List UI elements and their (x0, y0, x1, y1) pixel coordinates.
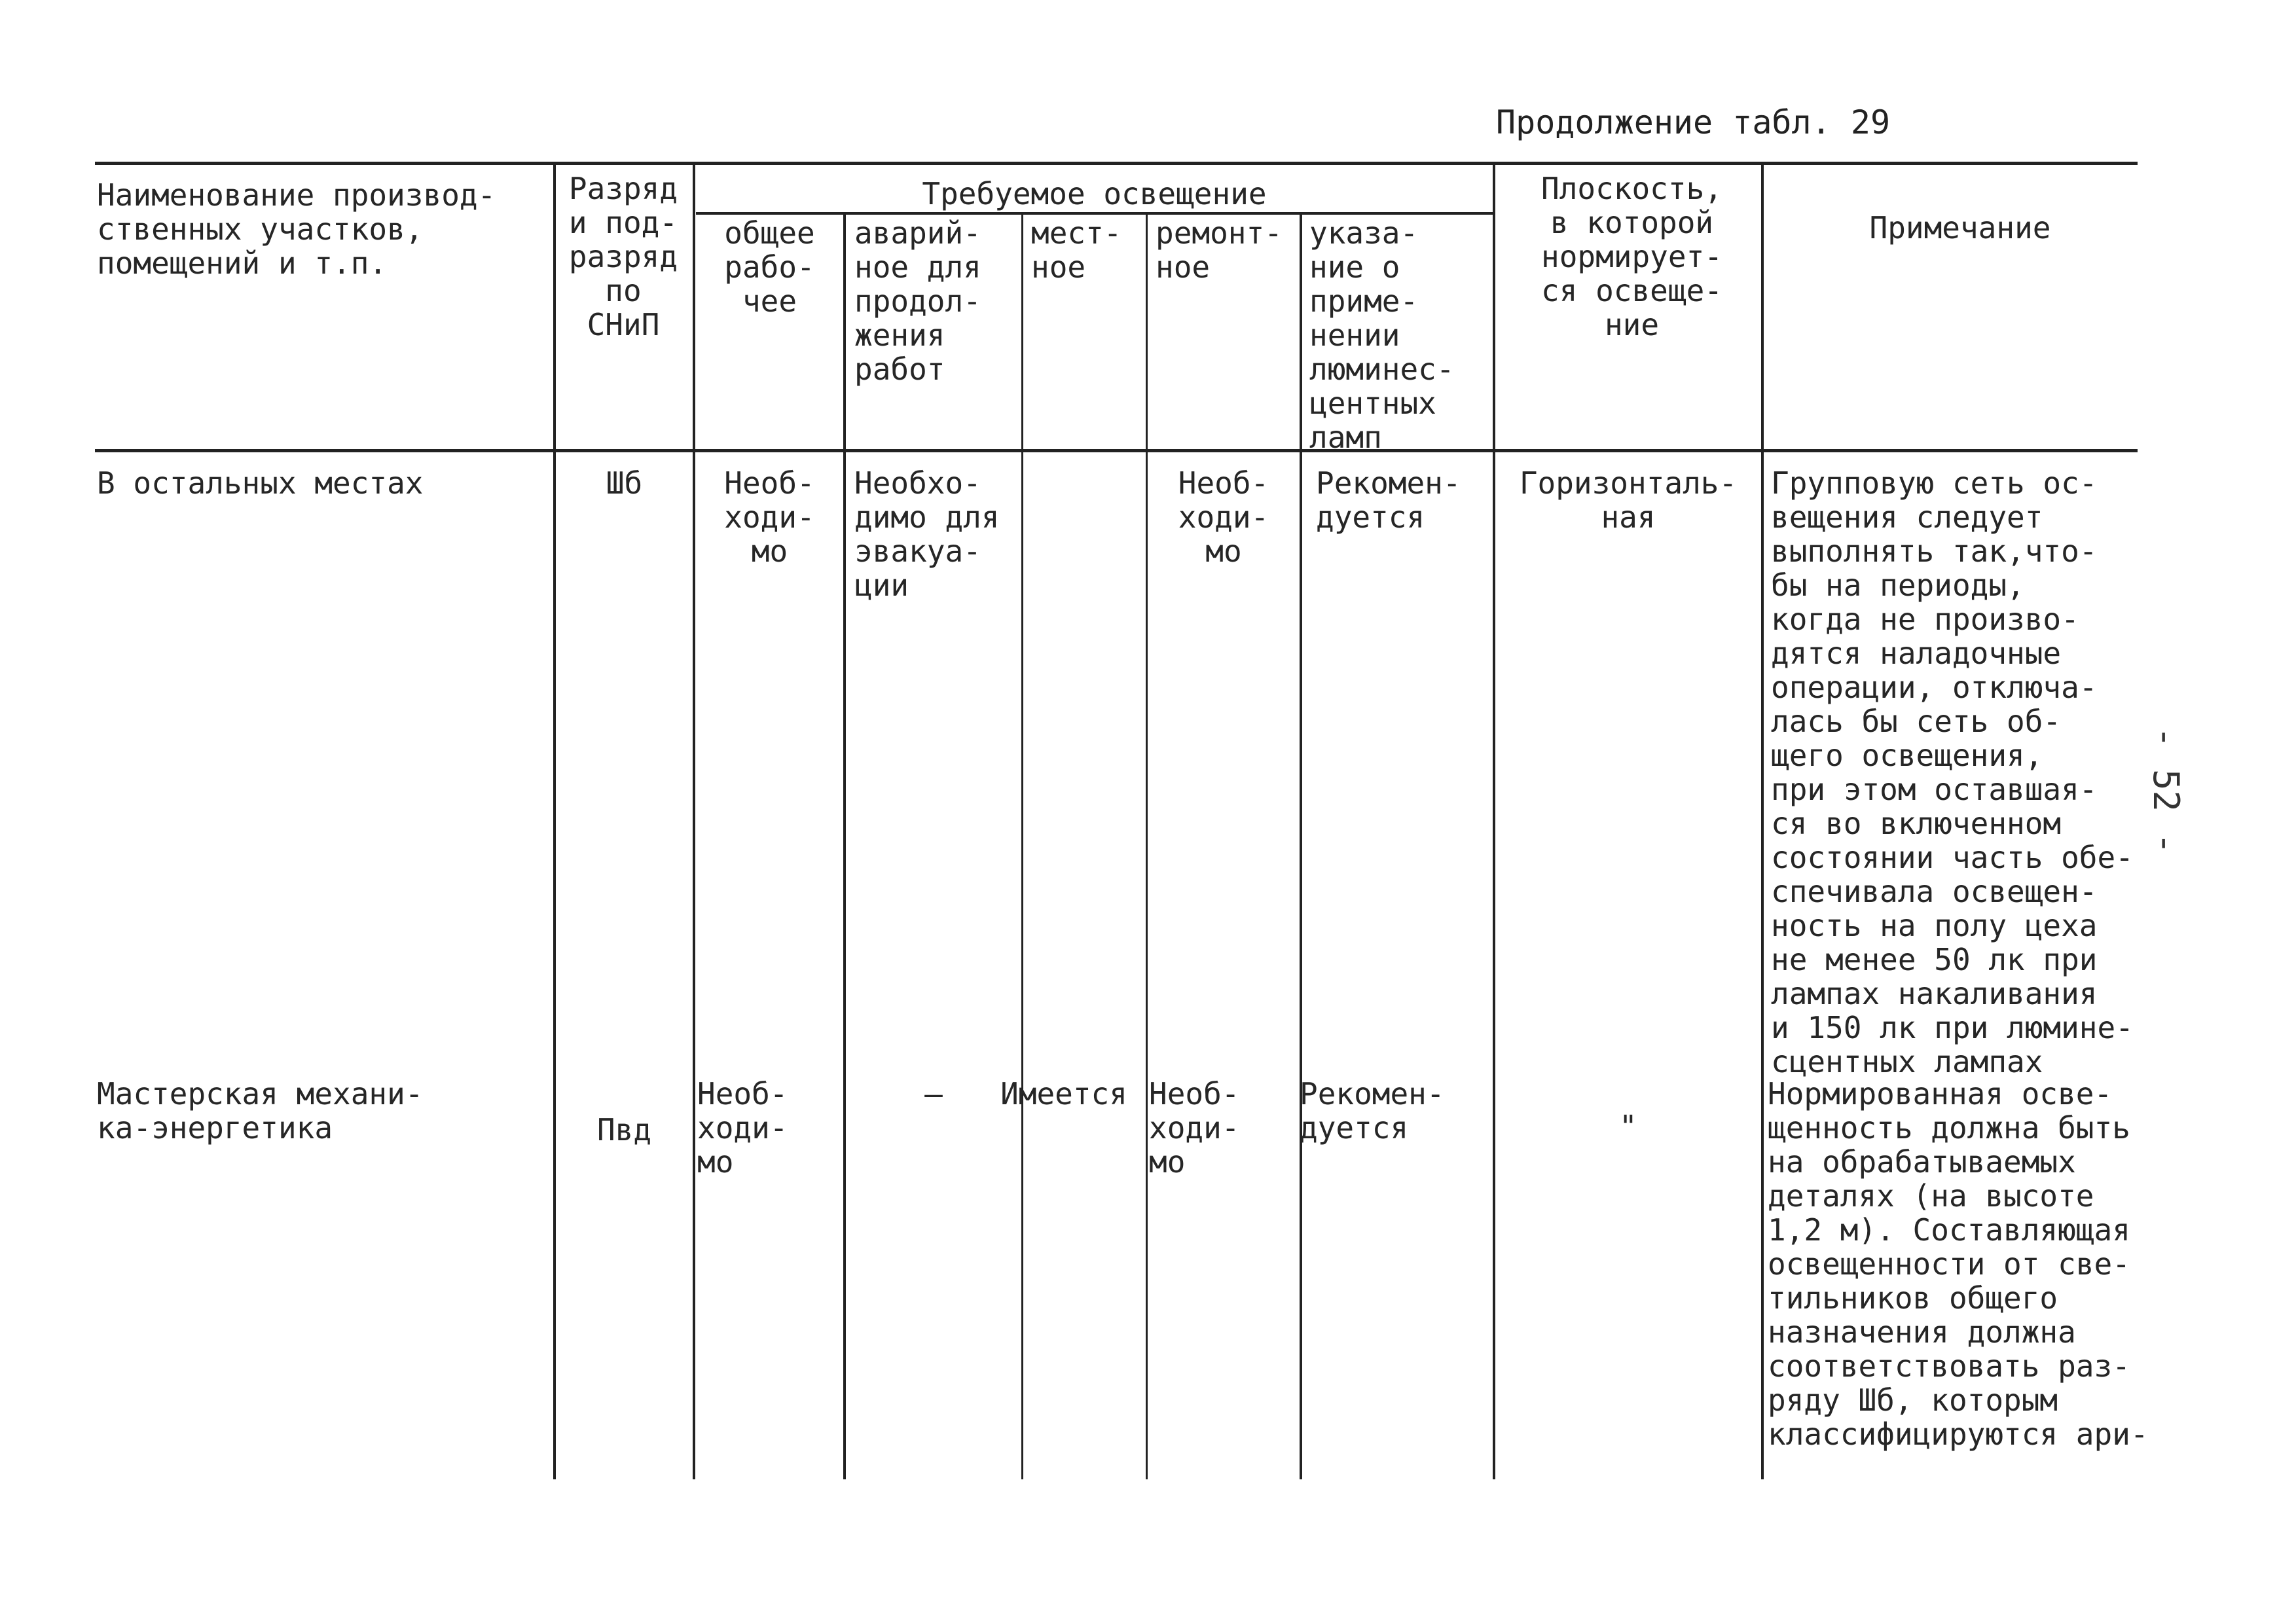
column-divider (1300, 213, 1302, 1479)
row2-note: Нормированная осве- щенность должна быть на обрабатываемых деталях (на высоте 1,2 м). Составляющая освещенности от све- тильников общего назначения должна соответствовать раз- ряду Шб, которым классифицируются ари- (1768, 1076, 2149, 1452)
row2-plane: " (1619, 1109, 1637, 1144)
row1-repair: Необ- ходи- мо (1178, 465, 1269, 569)
header-name: Наименование производ- ственных участков, помещений и т.п. (97, 177, 496, 281)
table-top-rule (95, 162, 2138, 165)
column-divider (1146, 213, 1148, 1479)
row2-emergency: – (924, 1076, 943, 1111)
row1-general: Необ- ходи- мо (724, 465, 815, 569)
column-divider (1761, 164, 1764, 1479)
row2-fluorescent: Рекомен- дуется (1300, 1076, 1445, 1146)
header-bottom-rule (95, 449, 2138, 452)
column-divider (843, 213, 846, 1479)
header-fluorescent: указа- ние о приме- нении люминес- центных ламп (1309, 215, 1455, 455)
row2-name: Мастерская механи- ка-энергетика (97, 1076, 424, 1146)
column-divider (693, 164, 695, 1479)
header-plane: Плоскость, в которой нормирует- ся освеще- ние (1541, 171, 1722, 342)
column-divider (1021, 213, 1023, 1479)
row1-note: Групповую сеть ос- вещения следует выполнять так,что- бы на периоды, когда не произво- дятся наладочные операции, отключа- лась бы сеть об- щего освещения, при этом оставшая- ся во включенном состоянии часть обе- спечивала освещен- ность на полу цеха не менее 50 лк при лампах накаливания и 150 лк при люмине- сцентных лампах (1771, 465, 2134, 1079)
group-header-rule (696, 212, 1495, 215)
header-category: Разряд и под- разряд по СНиП (568, 171, 678, 342)
row2-general: Необ- ходи- мо (697, 1076, 788, 1180)
header-general: общее рабо- чее (724, 215, 815, 319)
header-local: мест- ное (1031, 215, 1122, 285)
row1-fluorescent: Рекомен- дуется (1316, 465, 1461, 535)
column-divider (1493, 164, 1495, 1479)
header-note: Примечание (1869, 210, 2051, 245)
row1-name: В остальных местах (97, 465, 424, 501)
page-number: - 52 - (2145, 727, 2187, 855)
row2-local: Имеется (1000, 1076, 1127, 1111)
table-caption: Продолжение табл. 29 (1496, 103, 1891, 141)
row1-plane: Горизонталь- ная (1519, 465, 1738, 535)
column-divider (553, 164, 556, 1479)
header-repair: ремонт- ное (1156, 215, 1283, 285)
header-emergency: аварий- ное для продол- жения работ (854, 215, 981, 387)
row2-category: Пвд (596, 1112, 652, 1147)
row2-repair: Необ- ходи- мо (1149, 1076, 1240, 1180)
header-required-lighting: Требуемое освещение (922, 176, 1267, 211)
row1-category: Шб (606, 465, 643, 501)
row1-emergency: Необхо- димо для эвакуа- ции (854, 465, 1000, 603)
